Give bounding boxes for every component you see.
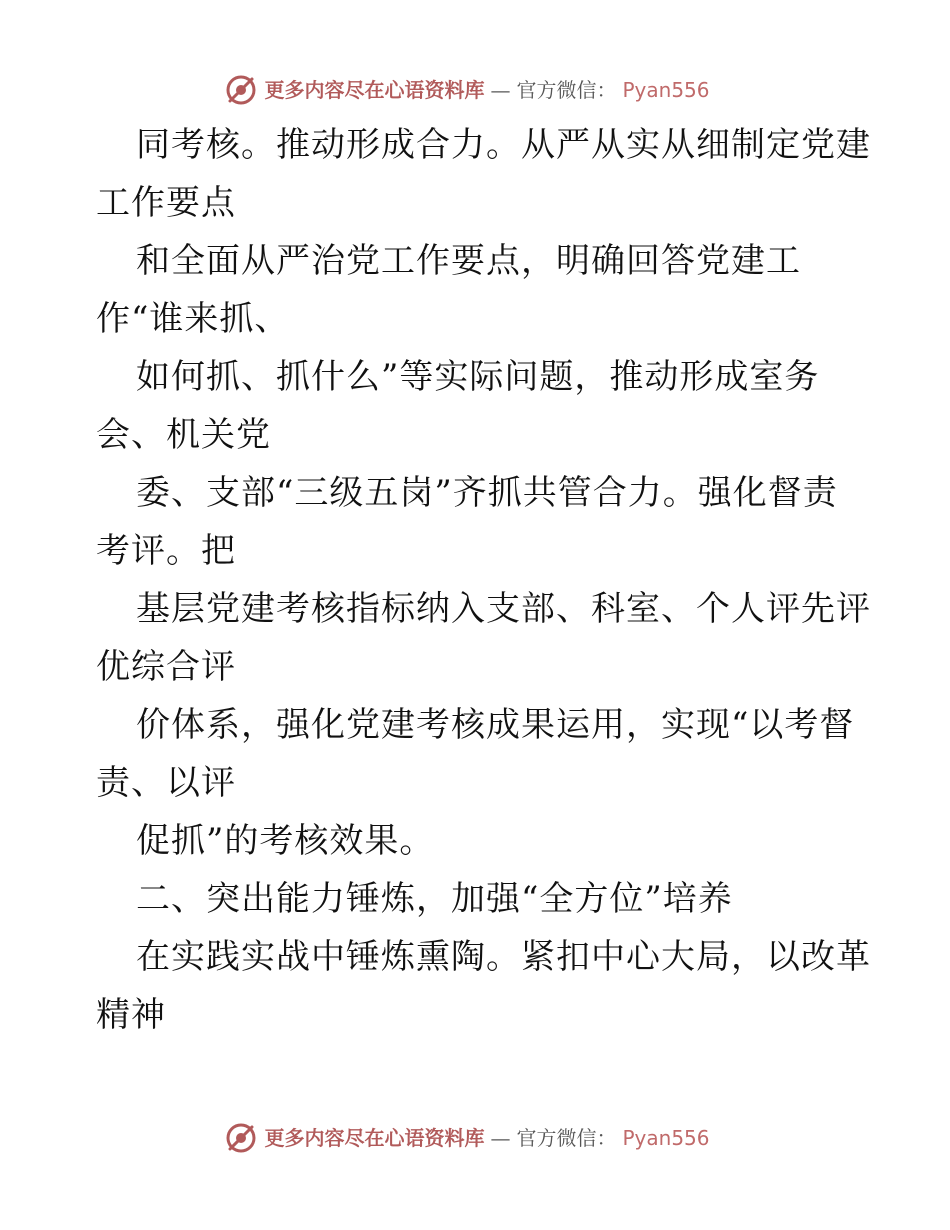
watermark-gray-text: 官方微信： [516,1126,617,1150]
body-line: 基层党建考核指标纳入支部、科室、个人评先评 [136,589,871,629]
body-line: 责、以评 [96,763,236,803]
body-line: 考评。把 [96,531,236,571]
body-line: 工作要点 [96,183,236,223]
logo-icon [224,1121,258,1155]
body-line: 同考核。推动形成合力。从严从实从细制定党建 [136,125,871,165]
watermark-red-text: 更多内容尽在心语资料库 [264,1126,485,1150]
body-line: 委、支部“三级五岗”齐抓共管合力。强化督责 [136,473,838,513]
body-line: 优综合评 [96,647,236,687]
logo-icon [224,73,258,107]
body-line: 如何抓、抓什么”等实际问题，推动形成室务 [136,357,820,397]
body-line: 促抓”的考核效果。 [136,821,435,861]
watermark-dash: — [490,1126,511,1150]
watermark-group [224,1121,709,1155]
document-body [96,116,871,1044]
watermark-group [224,73,709,107]
watermark-red-text: 更多内容尽在心语资料库 [264,78,485,102]
body-line: 精神 [96,995,166,1035]
section-heading: 二、突出能力锤炼，加强“全方位”培养 [136,879,733,919]
header-watermark [0,70,950,110]
body-line: 作“谁来抓、 [96,299,290,339]
footer-watermark [0,1118,950,1158]
watermark-gray-text: 官方微信： [516,78,617,102]
body-line: 和全面从严治党工作要点，明确回答党建工 [136,241,801,281]
body-line: 在实践实战中锤炼熏陶。紧扣中心大局，以改革 [136,937,871,977]
watermark-id: Pyan556 [622,78,710,102]
body-line: 会、机关党 [96,415,271,455]
watermark-id: Pyan556 [622,1126,710,1150]
watermark-dash: — [490,78,511,102]
body-line: 价体系，强化党建考核成果运用，实现“以考督 [136,705,855,745]
